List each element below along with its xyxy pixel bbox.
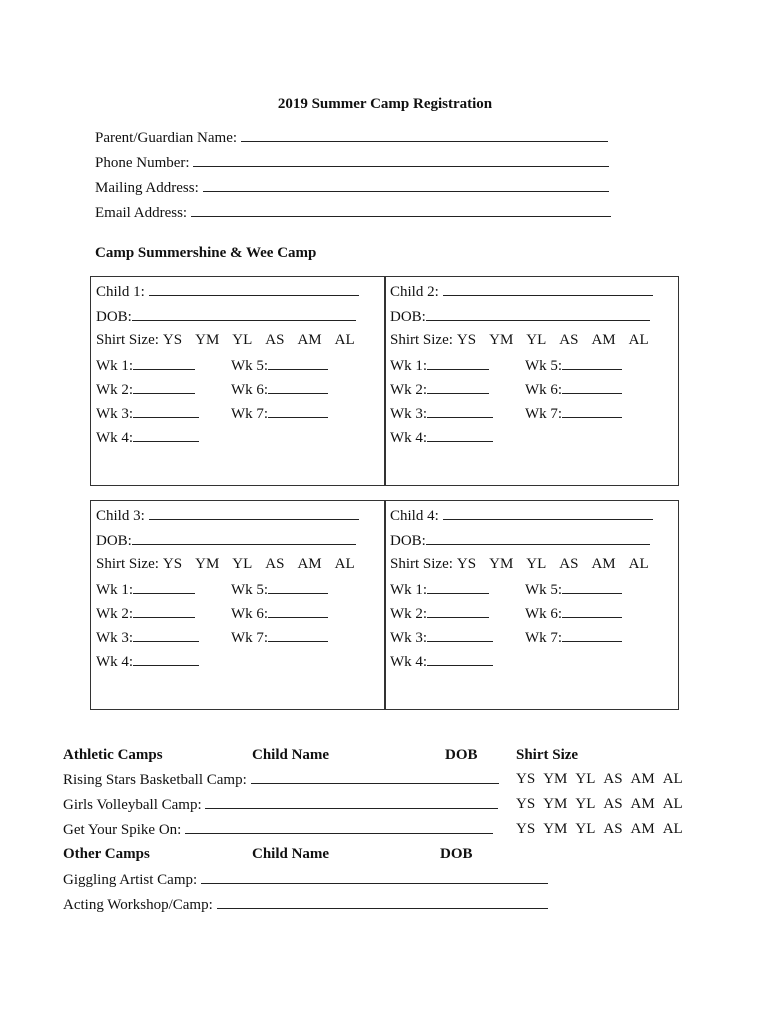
week-row — [390, 628, 493, 647]
size-option[interactable]: AM — [630, 771, 655, 787]
week-field[interactable] — [133, 604, 195, 618]
other-col-dob: DOB — [440, 846, 473, 862]
week-row — [390, 652, 493, 671]
box-divider — [384, 277, 386, 485]
dob-label: DOB: — [96, 533, 132, 549]
week-field[interactable] — [133, 404, 199, 418]
week-field[interactable] — [562, 628, 622, 642]
size-option[interactable]: YM — [543, 796, 568, 812]
shirt-label: Shirt Size: — [390, 556, 453, 572]
week-field[interactable] — [427, 404, 493, 418]
children-box-3-4 — [90, 500, 679, 710]
size-option[interactable]: AM — [630, 821, 655, 837]
size-option[interactable]: AS — [603, 821, 623, 837]
page-title: 2019 Summer Camp Registration — [277, 96, 493, 112]
address-label: Mailing Address: — [95, 180, 199, 196]
size-option[interactable]: AM — [630, 796, 655, 812]
week-label: Wk 6: — [525, 606, 563, 622]
size-option[interactable]: YL — [232, 556, 253, 572]
week-label: Wk 1: — [390, 582, 428, 598]
camp-field[interactable] — [185, 820, 493, 834]
week-label: Wk 4: — [390, 430, 428, 446]
athletic-heading: Athletic Camps — [63, 747, 163, 763]
email-field[interactable] — [191, 203, 611, 217]
week-field[interactable] — [427, 628, 493, 642]
week-field[interactable] — [268, 404, 328, 418]
child-name-field[interactable] — [149, 506, 359, 520]
camp-field[interactable] — [217, 895, 548, 909]
camp-label: Girls Volleyball Camp: — [63, 797, 202, 813]
shirt-size-options — [516, 795, 691, 813]
week-label: Wk 4: — [96, 654, 134, 670]
size-option[interactable]: AL — [662, 821, 683, 837]
week-label: Wk 5: — [525, 582, 563, 598]
shirt-size-options — [516, 820, 691, 838]
size-option[interactable]: YS — [456, 332, 477, 348]
athletic-col-shirt: Shirt Size — [516, 747, 579, 763]
parent-name-label: Parent/Guardian Name: — [95, 130, 238, 146]
week-field[interactable] — [427, 604, 489, 618]
child-label: Child 4: — [390, 508, 439, 524]
week-label: Wk 3: — [390, 406, 428, 422]
size-option[interactable]: YM — [195, 556, 220, 572]
week-row — [96, 580, 195, 599]
size-option[interactable]: YM — [543, 821, 568, 837]
week-row — [231, 356, 328, 375]
size-option[interactable]: YS — [456, 556, 477, 572]
week-label: Wk 6: — [231, 606, 269, 622]
week-field[interactable] — [427, 652, 493, 666]
week-field[interactable] — [133, 380, 195, 394]
week-row — [525, 604, 622, 623]
camp-field[interactable] — [201, 870, 548, 884]
week-row — [525, 380, 622, 399]
camp-label: Acting Workshop/Camp: — [63, 897, 213, 913]
dob-label: DOB: — [96, 309, 132, 325]
week-field[interactable] — [133, 356, 195, 370]
week-row — [390, 580, 489, 599]
child-label: Child 3: — [96, 508, 145, 524]
camp-label: Giggling Artist Camp: — [63, 872, 198, 888]
size-option[interactable]: AL — [662, 796, 683, 812]
week-label: Wk 3: — [96, 406, 134, 422]
dob-row — [96, 307, 356, 326]
week-row — [96, 628, 199, 647]
week-field[interactable] — [562, 404, 622, 418]
other-row — [63, 895, 548, 914]
size-option[interactable]: AM — [591, 556, 616, 572]
size-option[interactable]: AM — [297, 556, 322, 572]
week-row — [231, 628, 328, 647]
dob-row — [390, 531, 650, 550]
shirt-size-row — [390, 555, 649, 573]
week-label: Wk 4: — [390, 654, 428, 670]
week-label: Wk 1: — [390, 358, 428, 374]
week-label: Wk 5: — [231, 582, 269, 598]
week-label: Wk 6: — [231, 382, 269, 398]
email-row — [95, 203, 611, 222]
box-divider — [384, 501, 386, 709]
week-label: Wk 3: — [96, 630, 134, 646]
week-row — [96, 428, 199, 447]
dob-row — [96, 531, 356, 550]
child-name-row — [96, 282, 359, 301]
week-label: Wk 5: — [525, 358, 563, 374]
other-row — [63, 870, 548, 889]
camp-field[interactable] — [251, 770, 499, 784]
phone-row — [95, 153, 609, 172]
section-heading: Camp Summershine & Wee Camp — [95, 245, 317, 261]
child-name-row — [390, 506, 653, 525]
child-cell — [91, 277, 385, 485]
week-label: Wk 1: — [96, 358, 134, 374]
week-row — [96, 380, 195, 399]
week-field[interactable] — [562, 580, 622, 594]
address-field[interactable] — [203, 178, 609, 192]
week-row — [390, 380, 489, 399]
camp-label: Rising Stars Basketball Camp: — [63, 772, 247, 788]
week-row — [231, 604, 328, 623]
size-option[interactable]: YS — [162, 332, 183, 348]
dob-field[interactable] — [132, 531, 356, 545]
athletic-row — [63, 770, 499, 789]
week-field[interactable] — [427, 428, 493, 442]
athletic-row — [63, 795, 498, 814]
shirt-size-options — [516, 770, 691, 788]
size-option[interactable]: YL — [526, 556, 547, 572]
week-field[interactable] — [562, 356, 622, 370]
size-option[interactable]: AS — [559, 332, 579, 348]
email-label: Email Address: — [95, 205, 188, 221]
dob-label: DOB: — [390, 533, 426, 549]
size-option[interactable]: YS — [516, 821, 536, 837]
size-option[interactable]: YM — [489, 556, 514, 572]
week-label: Wk 4: — [96, 430, 134, 446]
child-name-field[interactable] — [149, 282, 359, 296]
week-field[interactable] — [268, 356, 328, 370]
week-field[interactable] — [562, 604, 622, 618]
address-row — [95, 178, 609, 197]
week-row — [390, 404, 493, 423]
week-field[interactable] — [562, 380, 622, 394]
size-option[interactable]: YM — [195, 332, 220, 348]
size-option[interactable]: AS — [265, 556, 285, 572]
week-label: Wk 7: — [525, 630, 563, 646]
other-col-child: Child Name — [252, 846, 330, 862]
week-label: Wk 5: — [231, 358, 269, 374]
size-option[interactable]: AS — [559, 556, 579, 572]
week-field[interactable] — [133, 628, 199, 642]
week-label: Wk 1: — [96, 582, 134, 598]
children-box-1-2 — [90, 276, 679, 486]
week-row — [96, 652, 199, 671]
week-label: Wk 2: — [390, 606, 428, 622]
size-option[interactable]: YS — [162, 556, 183, 572]
dob-field[interactable] — [132, 307, 356, 321]
week-label: Wk 7: — [525, 406, 563, 422]
child-name-field[interactable] — [443, 282, 653, 296]
child-name-row — [96, 506, 359, 525]
week-label: Wk 7: — [231, 630, 269, 646]
size-option[interactable]: AL — [628, 332, 649, 348]
shirt-size-row — [390, 331, 649, 349]
other-heading: Other Camps — [63, 846, 150, 862]
phone-field[interactable] — [193, 153, 609, 167]
size-option[interactable]: YM — [489, 332, 514, 348]
athletic-col-child: Child Name — [252, 747, 330, 763]
week-row — [390, 428, 493, 447]
week-row — [231, 404, 328, 423]
week-label: Wk 2: — [96, 606, 134, 622]
week-field[interactable] — [133, 652, 199, 666]
camp-label: Get Your Spike On: — [63, 822, 182, 838]
size-option[interactable]: AS — [603, 771, 623, 787]
shirt-label: Shirt Size: — [390, 332, 453, 348]
week-row — [390, 356, 489, 375]
phone-label: Phone Number: — [95, 155, 190, 171]
dob-label: DOB: — [390, 309, 426, 325]
week-field[interactable] — [133, 580, 195, 594]
week-label: Wk 7: — [231, 406, 269, 422]
week-label: Wk 2: — [96, 382, 134, 398]
week-field[interactable] — [427, 580, 489, 594]
camp-field[interactable] — [205, 795, 498, 809]
shirt-label: Shirt Size: — [96, 556, 159, 572]
week-row — [525, 356, 622, 375]
shirt-size-row — [96, 331, 355, 349]
week-field[interactable] — [427, 356, 489, 370]
week-row — [525, 628, 622, 647]
week-row — [231, 580, 328, 599]
shirt-size-row — [96, 555, 355, 573]
week-field[interactable] — [427, 380, 489, 394]
size-option[interactable]: AL — [334, 556, 355, 572]
size-option[interactable]: YL — [232, 332, 253, 348]
week-row — [96, 604, 195, 623]
child-cell — [91, 501, 385, 709]
dob-row — [390, 307, 650, 326]
dob-field[interactable] — [426, 307, 650, 321]
week-row — [96, 404, 199, 423]
week-field[interactable] — [268, 604, 328, 618]
week-row — [96, 356, 195, 375]
dob-field[interactable] — [426, 531, 650, 545]
child-name-field[interactable] — [443, 506, 653, 520]
child-label: Child 1: — [96, 284, 145, 300]
size-option[interactable]: YL — [575, 821, 596, 837]
week-row — [231, 380, 328, 399]
parent-name-field[interactable] — [241, 128, 608, 142]
size-option[interactable]: YS — [516, 771, 536, 787]
week-row — [525, 404, 622, 423]
size-option[interactable]: AL — [334, 332, 355, 348]
week-row — [525, 580, 622, 599]
week-field[interactable] — [268, 580, 328, 594]
size-option[interactable]: YL — [575, 796, 596, 812]
week-field[interactable] — [268, 380, 328, 394]
parent-name-row — [95, 128, 608, 147]
child-cell — [385, 501, 679, 709]
child-cell — [385, 277, 679, 485]
week-label: Wk 6: — [525, 382, 563, 398]
size-option[interactable]: YM — [543, 771, 568, 787]
size-option[interactable]: YL — [526, 332, 547, 348]
size-option[interactable]: YL — [575, 771, 596, 787]
child-name-row — [390, 282, 653, 301]
shirt-label: Shirt Size: — [96, 332, 159, 348]
size-option[interactable]: AM — [591, 332, 616, 348]
week-label: Wk 2: — [390, 382, 428, 398]
size-option[interactable]: YS — [516, 796, 536, 812]
week-field[interactable] — [133, 428, 199, 442]
size-option[interactable]: AS — [603, 796, 623, 812]
size-option[interactable]: AL — [628, 556, 649, 572]
size-option[interactable]: AS — [265, 332, 285, 348]
week-label: Wk 3: — [390, 630, 428, 646]
week-row — [390, 604, 489, 623]
athletic-row — [63, 820, 493, 839]
size-option[interactable]: AL — [662, 771, 683, 787]
week-field[interactable] — [268, 628, 328, 642]
child-label: Child 2: — [390, 284, 439, 300]
athletic-col-dob: DOB — [445, 747, 478, 763]
size-option[interactable]: AM — [297, 332, 322, 348]
